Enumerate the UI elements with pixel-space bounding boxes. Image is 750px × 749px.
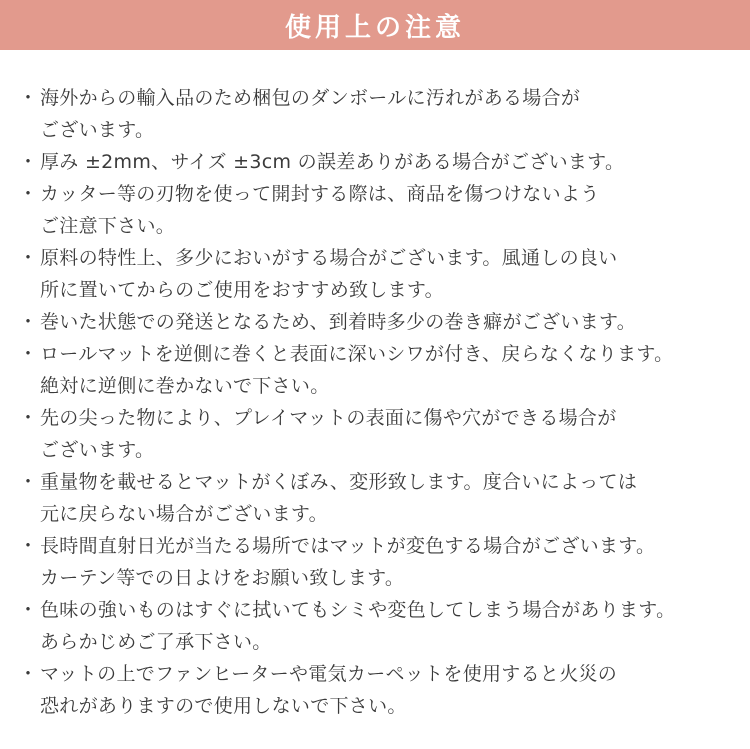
bullet-icon: ・ bbox=[18, 663, 38, 685]
caution-item bbox=[16, 146, 740, 178]
caution-text bbox=[40, 306, 740, 338]
caution-item bbox=[16, 338, 740, 402]
caution-text-line: 長時間直射日光が当たる場所ではマットが変色する場合がございます。 bbox=[40, 535, 656, 557]
bullet-icon: ・ bbox=[18, 343, 38, 365]
bullet-icon: ・ bbox=[18, 247, 38, 269]
caution-text-line: 元に戻らない場合がございます。 bbox=[40, 503, 328, 525]
caution-text-line: カーテン等での日よけをお願い致します。 bbox=[40, 567, 405, 589]
caution-text-line: 所に置いてからのご使用をおすすめ致します。 bbox=[40, 279, 444, 301]
caution-text bbox=[40, 466, 740, 530]
bullet-icon: ・ bbox=[18, 311, 38, 333]
caution-text bbox=[40, 82, 740, 146]
caution-text-line: ございます。 bbox=[40, 439, 155, 461]
caution-item bbox=[16, 466, 740, 530]
caution-item bbox=[16, 306, 740, 338]
bullet-icon: ・ bbox=[18, 407, 38, 429]
caution-text bbox=[40, 594, 740, 658]
caution-text-line: 恐れがありますので使用しないで下さい。 bbox=[40, 695, 407, 717]
caution-text bbox=[40, 242, 740, 306]
bullet-icon: ・ bbox=[18, 599, 38, 621]
caution-text-line: 先の尖った物により、プレイマットの表面に傷や穴ができる場合が bbox=[40, 407, 617, 429]
caution-text bbox=[40, 402, 740, 466]
bullet-icon: ・ bbox=[18, 87, 38, 109]
caution-text-line: マットの上でファンヒーターや電気カーペットを使用すると火災の bbox=[40, 663, 618, 685]
bullet-icon: ・ bbox=[18, 151, 38, 173]
caution-text-line: 原料の特性上、多少においがする場合がございます。風通しの良い bbox=[40, 247, 618, 269]
caution-text-line: ロールマットを逆側に巻くと表面に深いシワが付き、戻らなくなります。 bbox=[40, 343, 674, 365]
caution-item bbox=[16, 658, 740, 722]
caution-text-line: カッター等の刃物を使って開封する際は、商品を傷つけないよう bbox=[40, 183, 600, 205]
bullet-icon: ・ bbox=[18, 535, 38, 557]
caution-text bbox=[40, 178, 740, 242]
caution-text-line: 海外からの輸入品のため梱包のダンボールに汚れがある場合が bbox=[40, 87, 581, 109]
caution-item bbox=[16, 530, 740, 594]
caution-text-line: 絶対に逆側に巻かないで下さい。 bbox=[40, 375, 330, 397]
caution-item bbox=[16, 178, 740, 242]
bullet-icon: ・ bbox=[18, 183, 38, 205]
bullet-icon: ・ bbox=[18, 471, 38, 493]
caution-text-line: ございます。 bbox=[40, 119, 155, 141]
caution-text bbox=[40, 658, 740, 722]
caution-text-line: ご注意下さい。 bbox=[40, 215, 176, 237]
caution-item bbox=[16, 82, 740, 146]
caution-text bbox=[40, 530, 740, 594]
header-banner bbox=[0, 0, 750, 50]
caution-text-line: 重量物を載せるとマットがくぼみ、変形致します。度合いによっては bbox=[40, 471, 638, 493]
caution-item bbox=[16, 242, 740, 306]
caution-text bbox=[40, 338, 740, 402]
caution-item bbox=[16, 594, 740, 658]
caution-text bbox=[40, 146, 740, 178]
caution-text-line: 色味の強いものはすぐに拭いてもシミや変色してしまう場合があります。 bbox=[40, 599, 676, 621]
page-title: 使用上の注意 bbox=[284, 12, 465, 43]
caution-text-line: あらかじめご了承下さい。 bbox=[40, 631, 272, 653]
caution-list bbox=[16, 82, 740, 722]
caution-text-line: 巻いた状態での発送となるため、到着時多少の巻き癖がございます。 bbox=[40, 311, 637, 333]
caution-item bbox=[16, 402, 740, 466]
caution-text-line: 厚み ±2mm、サイズ ±3cm の誤差ありがある場合がございます。 bbox=[40, 151, 625, 173]
